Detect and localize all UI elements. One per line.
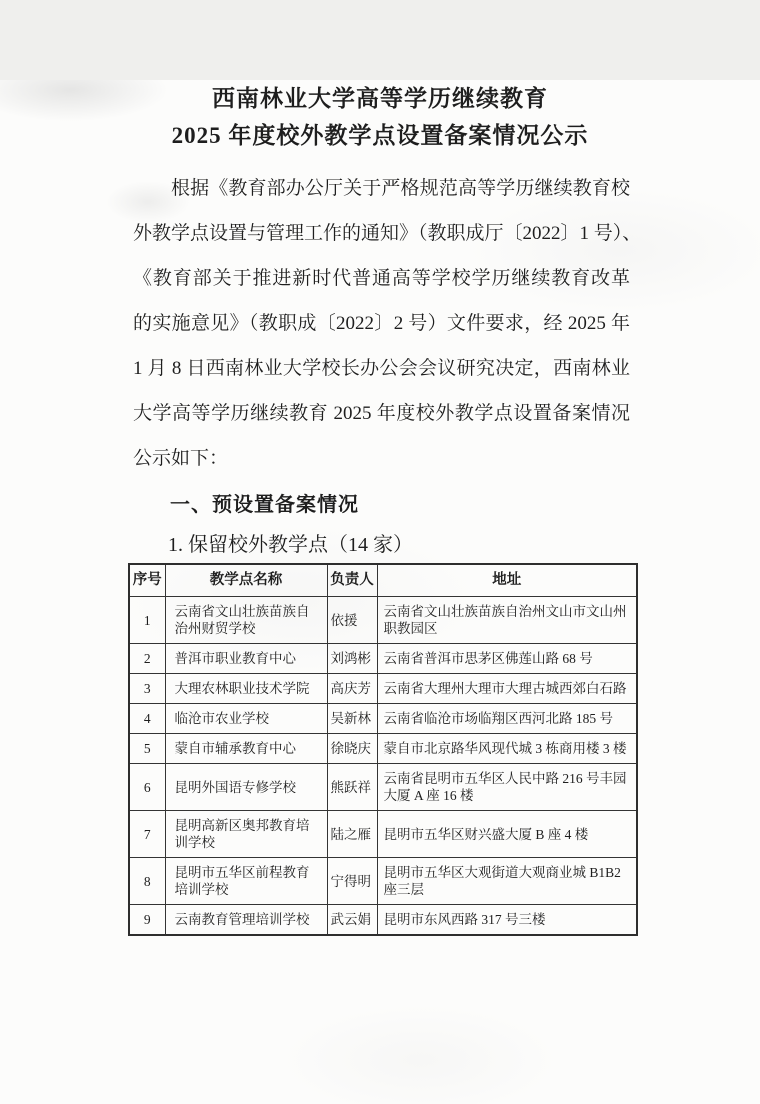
cell-index: 3: [129, 674, 165, 704]
cell-name: 昆明市五华区前程教育培训学校: [165, 858, 327, 905]
cell-name: 云南省文山壮族苗族自治州财贸学校: [165, 597, 327, 644]
teaching-points-table: [128, 563, 638, 936]
cell-person: 武云娟: [327, 905, 377, 936]
cell-person: 依援: [327, 597, 377, 644]
cell-person: 徐晓庆: [327, 734, 377, 764]
cell-person: 高庆芳: [327, 674, 377, 704]
cell-address: 昆明市五华区大观街道大观商业城 B1B2 座三层: [377, 858, 637, 905]
table-row: [129, 704, 637, 734]
table-header-row: [129, 564, 637, 597]
cell-address: 云南省普洱市思茅区佛莲山路 68 号: [377, 644, 637, 674]
cell-index: 6: [129, 764, 165, 811]
cell-index: 7: [129, 811, 165, 858]
cell-person: 刘鸿彬: [327, 644, 377, 674]
table-row: [129, 644, 637, 674]
paragraph-line: 外教学点设置与管理工作的通知》（教职成厅〔2022〕1 号）、: [133, 223, 642, 244]
cell-name: 大理农林职业技术学院: [165, 674, 327, 704]
paragraph-line: 公示如下：: [133, 448, 229, 469]
column-header-index: 序号: [129, 564, 165, 597]
document-title-line1: 西南林业大学高等学历继续教育: [212, 86, 548, 111]
cell-name: 临沧市农业学校: [165, 704, 327, 734]
document-title: [0, 80, 760, 154]
cell-index: 1: [129, 597, 165, 644]
document-title-line2: 2025 年度校外教学点设置备案情况公示: [171, 123, 589, 148]
scanned-document-page: [0, 80, 760, 1104]
column-header-person: 负责人: [327, 564, 377, 597]
cell-index: 9: [129, 905, 165, 936]
table-row: [129, 858, 637, 905]
paragraph-line: 大学高等学历继续教育 2025 年度校外教学点设置备案情况: [133, 403, 630, 424]
cell-address: 云南省昆明市五华区人民中路 216 号丰园大厦 A 座 16 楼: [377, 764, 637, 811]
cell-person: 陆之雁: [327, 811, 377, 858]
column-header-address: 地址: [377, 564, 637, 597]
cell-name: 昆明外国语专修学校: [165, 764, 327, 811]
paragraph-line: 1 月 8 日西南林业大学校长办公会会议研究决定，西南林业: [133, 358, 630, 379]
table-row: [129, 674, 637, 704]
cell-name: 蒙自市辅承教育中心: [165, 734, 327, 764]
cell-address: 云南省大理州大理市大理古城西郊白石路: [377, 674, 637, 704]
subsection-heading: 1. 保留校外教学点（14 家）: [168, 534, 413, 556]
cell-index: 8: [129, 858, 165, 905]
cell-address: 云南省临沧市场临翔区西河北路 185 号: [377, 704, 637, 734]
cell-address: 昆明市五华区财兴盛大厦 B 座 4 楼: [377, 811, 637, 858]
cell-person: 吴新林: [327, 704, 377, 734]
table-row: [129, 811, 637, 858]
cell-name: 普洱市职业教育中心: [165, 644, 327, 674]
section-heading: 一、预设置备案情况: [170, 494, 359, 516]
table-row: [129, 764, 637, 811]
table-row: [129, 734, 637, 764]
cell-index: 2: [129, 644, 165, 674]
paragraph-line: 根据《教育部办公厅关于严格规范高等学历继续教育校: [171, 178, 630, 199]
cell-name: 昆明高新区奥邦教育培训学校: [165, 811, 327, 858]
cell-address: 昆明市东风西路 317 号三楼: [377, 905, 637, 936]
body-paragraph: [133, 166, 642, 481]
paragraph-line: 的实施意见》（教职成〔2022〕2 号）文件要求，经 2025 年: [133, 313, 630, 334]
table-row: [129, 597, 637, 644]
column-header-name: 教学点名称: [165, 564, 327, 597]
cell-index: 5: [129, 734, 165, 764]
cell-person: 宁得明: [327, 858, 377, 905]
table-row: [129, 905, 637, 936]
cell-address: 蒙自市北京路华风现代城 3 栋商用楼 3 楼: [377, 734, 637, 764]
cell-index: 4: [129, 704, 165, 734]
cell-person: 熊跃祥: [327, 764, 377, 811]
paragraph-line: 《教育部关于推进新时代普通高等学校学历继续教育改革: [133, 268, 630, 289]
cell-address: 云南省文山壮族苗族自治州文山市文山州职教园区: [377, 597, 637, 644]
cell-name: 云南教育管理培训学校: [165, 905, 327, 936]
